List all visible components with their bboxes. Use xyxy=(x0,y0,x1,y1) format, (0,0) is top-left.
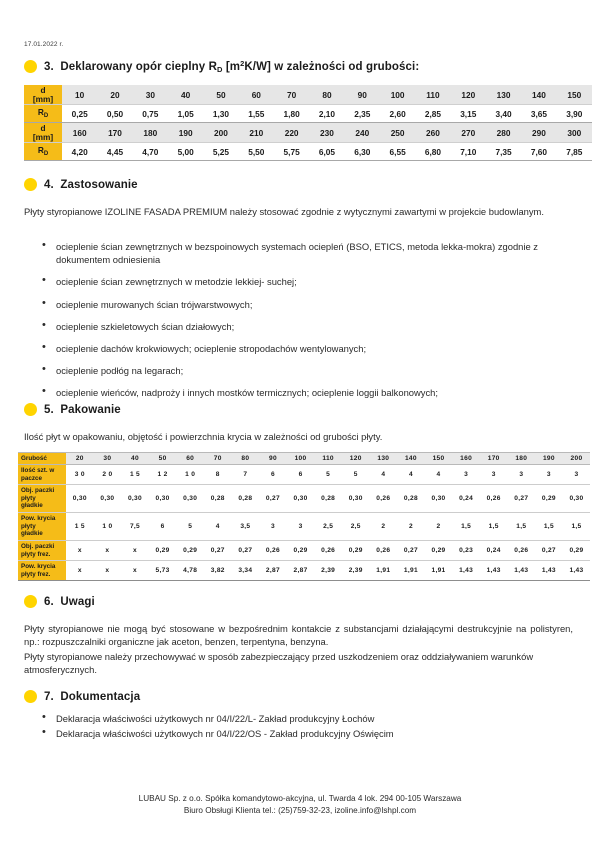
section-6-title: 6. Uwagi xyxy=(44,595,95,608)
cell: 0,29 xyxy=(287,541,315,561)
table-row xyxy=(18,465,590,485)
cell: 1,43 xyxy=(563,561,591,581)
thermal-resistance-table xyxy=(24,85,592,161)
section-6-heading xyxy=(24,595,95,608)
cell: 7,85 xyxy=(557,143,592,161)
cell: 0,30 xyxy=(94,485,122,513)
cell: 20 xyxy=(97,85,132,105)
cell: 0,30 xyxy=(287,485,315,513)
cell: 270 xyxy=(451,123,486,143)
cell: 0,30 xyxy=(121,485,149,513)
cell: 3 xyxy=(287,513,315,541)
cell: 280 xyxy=(486,123,521,143)
list-item: • ocieplenie szkieletowych ścian działowych; xyxy=(40,320,575,333)
cell: 0,26 xyxy=(370,485,398,513)
cell: 0,29 xyxy=(176,541,204,561)
cell: 0,26 xyxy=(314,541,342,561)
cell: 3 xyxy=(480,465,508,485)
cell: 1 0 xyxy=(94,513,122,541)
cell: 5 xyxy=(314,465,342,485)
cell: 60 xyxy=(239,85,274,105)
yellow-dot-icon xyxy=(24,595,37,608)
cell: 7,60 xyxy=(521,143,556,161)
table-row xyxy=(24,85,592,105)
cell: 0,30 xyxy=(563,485,591,513)
cell: 0,29 xyxy=(535,485,563,513)
section-5-heading xyxy=(24,403,121,416)
cell: 70 xyxy=(274,85,309,105)
cell: 0,24 xyxy=(480,541,508,561)
table-row xyxy=(18,513,590,541)
column-header: 50 xyxy=(149,453,177,465)
cell: 0,28 xyxy=(232,485,260,513)
cell: 0,25 xyxy=(62,105,97,123)
cell: 5,75 xyxy=(274,143,309,161)
row-header-rd: $R_D$ xyxy=(24,143,62,161)
column-header: 120 xyxy=(342,453,370,465)
documentation-list xyxy=(40,712,575,740)
cell: 4 xyxy=(204,513,232,541)
cell: 2 xyxy=(397,513,425,541)
cell: 5,73 xyxy=(149,561,177,581)
row-header-rd: $R_D$ xyxy=(24,105,62,123)
cell: 0,30 xyxy=(149,485,177,513)
column-header: 30 xyxy=(94,453,122,465)
column-header: 90 xyxy=(259,453,287,465)
cell: 0,28 xyxy=(204,485,232,513)
cell: 3,40 xyxy=(486,105,521,123)
cell: 30 xyxy=(133,85,168,105)
cell: 240 xyxy=(345,123,380,143)
section-7-title: 7. Dokumentacja xyxy=(44,690,141,703)
cell: 3,5 xyxy=(232,513,260,541)
cell: 6 xyxy=(259,465,287,485)
cell: 190 xyxy=(168,123,203,143)
rd-table-wrap xyxy=(24,85,592,161)
cell: 0,50 xyxy=(97,105,132,123)
row-header: Obj. paczki płyty frez. xyxy=(18,541,66,561)
list-item: • Deklaracja właściwości użytkowych nr 04/I/22/OS - Zakład produkcyjny Oświęcim xyxy=(40,727,575,740)
cell: 50 xyxy=(203,85,238,105)
row-header-thickness: d [mm] xyxy=(24,85,62,105)
cell: 2 0 xyxy=(94,465,122,485)
cell: 1,43 xyxy=(508,561,536,581)
cell: 250 xyxy=(380,123,415,143)
cell: 100 xyxy=(380,85,415,105)
cell: 1,43 xyxy=(535,561,563,581)
cell: 6,80 xyxy=(415,143,450,161)
cell: 1,5 xyxy=(508,513,536,541)
cell: 1,30 xyxy=(203,105,238,123)
cell: 160 xyxy=(62,123,97,143)
cell: 1,91 xyxy=(425,561,453,581)
column-header-thickness: Grubość xyxy=(18,453,66,465)
row-header-thickness: d [mm] xyxy=(24,123,62,143)
section-5-intro: Ilość płyt w opakowaniu, objętość i powierzchnia krycia w zależności od grubości płyty. xyxy=(24,431,383,442)
cell: 0,26 xyxy=(480,485,508,513)
cell: x xyxy=(94,541,122,561)
cell: 0,27 xyxy=(259,485,287,513)
cell: 0,30 xyxy=(342,485,370,513)
cell: 1,05 xyxy=(168,105,203,123)
cell: 1,55 xyxy=(239,105,274,123)
cell: 0,27 xyxy=(508,485,536,513)
cell: 5,50 xyxy=(239,143,274,161)
row-header: Ilość szt. w paczce xyxy=(18,465,66,485)
list-item: • ocieplenie ścian zewnętrznych w metodzie lekkiej- suchej; xyxy=(40,275,575,288)
packing-table-wrap xyxy=(18,452,590,581)
column-header: 130 xyxy=(370,453,398,465)
column-header: 70 xyxy=(204,453,232,465)
cell: 140 xyxy=(521,85,556,105)
yellow-dot-icon xyxy=(24,403,37,416)
cell: 2,10 xyxy=(309,105,344,123)
yellow-dot-icon xyxy=(24,690,37,703)
section-3-title: 3. Deklarowany opór cieplny $R_D$ $[m^2K/W]$ w zależności od grubości: xyxy=(44,58,420,74)
section-7-bullets-wrap xyxy=(40,712,575,742)
column-header: 100 xyxy=(287,453,315,465)
cell: 1,91 xyxy=(370,561,398,581)
section-4-heading xyxy=(24,178,138,191)
cell: 0,27 xyxy=(204,541,232,561)
yellow-dot-icon xyxy=(24,178,37,191)
cell: 2,35 xyxy=(345,105,380,123)
cell: 0,28 xyxy=(397,485,425,513)
cell: 0,75 xyxy=(133,105,168,123)
list-item: • ocieplenie murowanych ścian trójwarstwowych; xyxy=(40,298,575,311)
cell: 5,00 xyxy=(168,143,203,161)
cell: 0,29 xyxy=(342,541,370,561)
cell: 5 xyxy=(176,513,204,541)
table-row xyxy=(24,123,592,143)
cell: 6 xyxy=(287,465,315,485)
cell: 210 xyxy=(239,123,274,143)
cell: 1,91 xyxy=(397,561,425,581)
table-row xyxy=(18,541,590,561)
cell: 1 0 xyxy=(176,465,204,485)
cell: 2,39 xyxy=(314,561,342,581)
cell: 3 xyxy=(535,465,563,485)
page-footer xyxy=(0,793,600,816)
cell: 3,82 xyxy=(204,561,232,581)
column-header: 60 xyxy=(176,453,204,465)
list-item: • ocieplenie dachów krokwiowych; ocieplenie stropodachów wentylowanych; xyxy=(40,342,575,355)
cell: 7,5 xyxy=(121,513,149,541)
document-date: 17.01.2022 r. xyxy=(24,41,64,48)
cell: x xyxy=(121,541,149,561)
cell: 1,5 xyxy=(563,513,591,541)
section-7-heading xyxy=(24,690,140,703)
list-item: • ocieplenie podłóg na legarach; xyxy=(40,364,575,377)
cell: 0,30 xyxy=(425,485,453,513)
cell: 170 xyxy=(97,123,132,143)
cell: 110 xyxy=(415,85,450,105)
cell: 300 xyxy=(557,123,592,143)
footer-contact-line: Biuro Obsługi Klienta tel.: (25)759-32-23, izoline.info@lshpl.com xyxy=(183,805,417,815)
section-3-heading xyxy=(24,60,419,73)
column-header: 110 xyxy=(314,453,342,465)
cell: 1,43 xyxy=(480,561,508,581)
cell: 200 xyxy=(203,123,238,143)
cell: 3,65 xyxy=(521,105,556,123)
list-item: • ocieplenie ścian zewnętrznych w bezspoinowych systemach ociepleń (BSO, ETICS, metoda lekka-mokra) zgodnie z dokumentem odniesienia xyxy=(40,240,575,266)
cell: 6,05 xyxy=(309,143,344,161)
cell: 6 xyxy=(149,513,177,541)
cell: 1 5 xyxy=(66,513,94,541)
yellow-dot-icon xyxy=(24,60,37,73)
cell: 3,15 xyxy=(451,105,486,123)
cell: 0,29 xyxy=(149,541,177,561)
cell: 0,26 xyxy=(508,541,536,561)
cell: 4,45 xyxy=(97,143,132,161)
cell: 3,90 xyxy=(557,105,592,123)
cell: x xyxy=(121,561,149,581)
cell: 150 xyxy=(557,85,592,105)
cell: 2,87 xyxy=(259,561,287,581)
cell: 3 xyxy=(508,465,536,485)
section-5-title: 5. Pakowanie xyxy=(44,403,121,416)
cell: 3 xyxy=(259,513,287,541)
column-header: 150 xyxy=(425,453,453,465)
cell: 6,30 xyxy=(345,143,380,161)
cell: 3,34 xyxy=(232,561,260,581)
cell: 130 xyxy=(486,85,521,105)
list-item: • Deklaracja właściwości użytkowych nr 04/I/22/L- Zakład produkcyjny Łochów xyxy=(40,712,575,725)
cell: 1,5 xyxy=(480,513,508,541)
column-header: 160 xyxy=(452,453,480,465)
section-4-intro: Płyty styropianowe IZOLINE FASADA PREMIUM należy stosować zgodnie z wytycznymi zawartymi w projekcie budowlanym. xyxy=(24,206,544,217)
cell: x xyxy=(66,561,94,581)
section-4-bullets-wrap xyxy=(40,240,575,409)
cell: 4 xyxy=(370,465,398,485)
table-row xyxy=(18,485,590,513)
cell: 4,70 xyxy=(133,143,168,161)
cell: 3 xyxy=(452,465,480,485)
cell: 4 xyxy=(425,465,453,485)
cell: 2,60 xyxy=(380,105,415,123)
column-header: 170 xyxy=(480,453,508,465)
cell: 0,30 xyxy=(176,485,204,513)
cell: 1,43 xyxy=(452,561,480,581)
cell: 3 0 xyxy=(66,465,94,485)
cell: 0,29 xyxy=(425,541,453,561)
cell: 1 5 xyxy=(121,465,149,485)
cell: 2,39 xyxy=(342,561,370,581)
cell: 0,23 xyxy=(452,541,480,561)
cell: 5 xyxy=(342,465,370,485)
cell: 4,20 xyxy=(62,143,97,161)
cell: 3 xyxy=(563,465,591,485)
row-header: Pow. krycia płyty frez. xyxy=(18,561,66,581)
cell: 2,87 xyxy=(287,561,315,581)
cell: 5,25 xyxy=(203,143,238,161)
section-6-paragraph-1: Płyty styropianowe nie mogą być stosowane w bezpośrednim kontakcie z substancjami działającymi destrukcyjnie na polistyren, np.: rozpuszczalniki organiczne jak aceton, benzen, terpentyna, benzyna. xyxy=(24,623,573,648)
cell: 180 xyxy=(133,123,168,143)
cell: 40 xyxy=(168,85,203,105)
cell: 4,78 xyxy=(176,561,204,581)
section-4-title: 4. Zastosowanie xyxy=(44,178,138,191)
cell: 120 xyxy=(451,85,486,105)
cell: 1,5 xyxy=(452,513,480,541)
cell: 0,29 xyxy=(563,541,591,561)
cell: 230 xyxy=(309,123,344,143)
table-row xyxy=(18,561,590,581)
cell: 7 xyxy=(232,465,260,485)
cell: 1,80 xyxy=(274,105,309,123)
cell: 0,26 xyxy=(259,541,287,561)
column-header: 140 xyxy=(397,453,425,465)
cell: 0,24 xyxy=(452,485,480,513)
cell: 4 xyxy=(397,465,425,485)
cell: 2,5 xyxy=(342,513,370,541)
cell: 1,5 xyxy=(535,513,563,541)
column-header: 190 xyxy=(535,453,563,465)
cell: 7,35 xyxy=(486,143,521,161)
cell: 90 xyxy=(345,85,380,105)
cell: 80 xyxy=(309,85,344,105)
cell: 0,27 xyxy=(535,541,563,561)
cell: 2,85 xyxy=(415,105,450,123)
column-header: 180 xyxy=(508,453,536,465)
cell: 2,5 xyxy=(314,513,342,541)
footer-company-line: LUBAU Sp. z o.o. Spółka komandytowo-akcyjna, ul. Twarda 4 lok. 294 00-105 Warszawa xyxy=(138,794,462,803)
row-header: Pow. krycia płyty gładkie xyxy=(18,513,66,541)
column-header: 40 xyxy=(121,453,149,465)
application-list xyxy=(40,240,575,400)
table-row xyxy=(24,143,592,161)
cell: 10 xyxy=(62,85,97,105)
table-row xyxy=(24,105,592,123)
cell: 2 xyxy=(425,513,453,541)
section-6-paragraph-2: Płyty styropianowe należy przechowywać w sposób zabezpieczający przed uszkodzeniem oraz oddziaływaniem warunków atmosferycznych. xyxy=(24,651,534,676)
table-header-row xyxy=(18,453,590,465)
cell: 8 xyxy=(204,465,232,485)
cell: x xyxy=(66,541,94,561)
column-header: 20 xyxy=(66,453,94,465)
cell: 220 xyxy=(274,123,309,143)
column-header: 200 xyxy=(563,453,591,465)
cell: 0,30 xyxy=(66,485,94,513)
cell: 6,55 xyxy=(380,143,415,161)
cell: 260 xyxy=(415,123,450,143)
row-header: Obj. paczki płyty gładkie xyxy=(18,485,66,513)
cell: 0,27 xyxy=(232,541,260,561)
packing-table xyxy=(18,452,590,581)
cell: 290 xyxy=(521,123,556,143)
cell: 0,27 xyxy=(397,541,425,561)
cell: 0,26 xyxy=(370,541,398,561)
cell: 7,10 xyxy=(451,143,486,161)
cell: 0,28 xyxy=(314,485,342,513)
column-header: 80 xyxy=(232,453,260,465)
cell: x xyxy=(94,561,122,581)
list-item: • ocieplenie wieńców, nadproży i innych mostków termicznych; ocieplenie loggii balkonowych; xyxy=(40,386,575,399)
cell: 1 2 xyxy=(149,465,177,485)
cell: 2 xyxy=(370,513,398,541)
